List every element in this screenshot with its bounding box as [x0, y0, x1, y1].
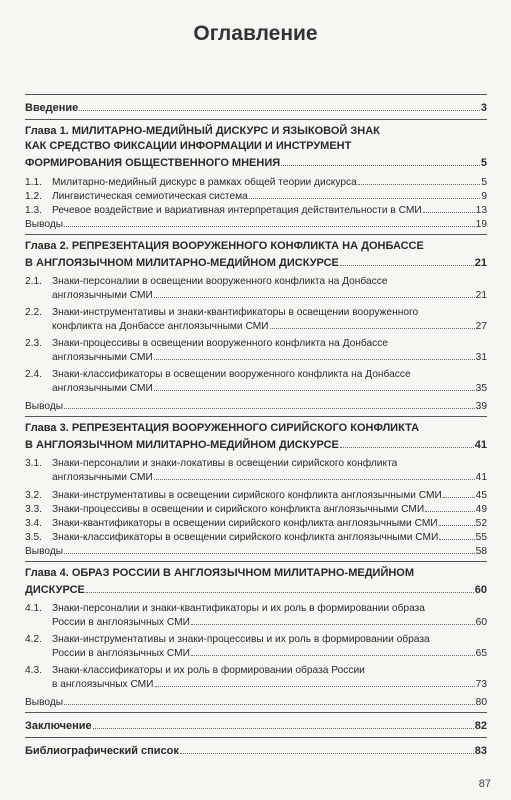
toc-entry-subsection: [25, 488, 487, 502]
dot-leader: [180, 742, 474, 754]
entry-number: 3.4.: [25, 518, 42, 529]
section-intro: [25, 95, 487, 119]
dot-leader: [281, 154, 480, 166]
toc-entry-subsection: [25, 530, 487, 544]
entry-label: Выводы: [25, 546, 64, 557]
toc-entry-subsection: [25, 381, 487, 395]
toc-entry-chapter: [25, 154, 487, 171]
dot-leader: [249, 189, 481, 199]
entry-page: 21: [474, 257, 487, 269]
dot-leader: [425, 502, 474, 512]
entry-label: Библиографический список: [25, 745, 179, 757]
entry-number: 1.3.: [25, 205, 42, 216]
entry-line: [25, 337, 487, 350]
entry-number: 3.1.: [25, 458, 42, 469]
toc-entry-bibliography: [25, 742, 487, 759]
dot-leader: [93, 717, 474, 729]
toc-entry-intro: [25, 99, 487, 116]
entry-page: 31: [475, 352, 487, 363]
toc-entry-conclusions: [25, 217, 487, 231]
dot-leader: [64, 544, 475, 554]
entry-page: 13: [475, 205, 487, 216]
entry-page: 60: [475, 617, 487, 628]
section-conclusion: [25, 713, 487, 737]
entry-page: 82: [474, 720, 487, 732]
entry-number: 2.3.: [25, 338, 42, 349]
entry-number: 2.4.: [25, 369, 42, 380]
entry-page: 58: [475, 546, 487, 557]
entry-page: 80: [475, 697, 487, 708]
entry-number: 1.1.: [25, 177, 42, 188]
entry-label: Знаки-классификаторы и их роль в формировании образа России: [52, 665, 365, 676]
toc-entry-subsection: [25, 350, 487, 364]
entry-label: Лингвистическая семиотическая система: [52, 191, 248, 202]
entry-label: Знаки-персоналии и знаки-локативы в освещении сирийского конфликта: [52, 458, 398, 469]
toc-entry-subsection: [25, 288, 487, 302]
dot-leader: [64, 399, 475, 409]
entry-page: 21: [475, 290, 487, 301]
chapter-heading-line: Глава 4. ОБРАЗ РОССИИ В АНГЛОЯЗЫЧНОМ МИЛИТАРНО-МЕДИЙНОМ: [25, 567, 415, 579]
dot-leader: [64, 695, 475, 705]
dot-leader: [358, 175, 481, 185]
entry-label: англоязычными СМИ: [52, 290, 153, 301]
entry-label: Знаки-классификаторы в освещении сирийского конфликта англоязычными СМИ: [52, 532, 439, 543]
entry-label: англоязычными СМИ: [52, 472, 153, 483]
entry-page: 39: [475, 401, 487, 412]
entry-label: Знаки-инструментативы и знаки-квантификаторы в освещении вооруженного: [52, 307, 419, 318]
entry-label: В АНГЛОЯЗЫЧНОМ МИЛИТАРНО-МЕДИЙНОМ ДИСКУРСЕ: [25, 257, 339, 269]
section-chapter-2: [25, 235, 487, 416]
toc-entry-subsection: [25, 175, 487, 189]
entry-page: 5: [480, 157, 487, 169]
entry-line: [25, 664, 487, 677]
entry-label: англоязычными СМИ: [52, 383, 153, 394]
entry-page: 41: [475, 472, 487, 483]
entry-number: 3.2.: [25, 490, 42, 501]
entry-page: 41: [474, 439, 487, 451]
section-chapter-4: [25, 562, 487, 712]
entry-page: 73: [475, 679, 487, 690]
toc-entry-chapter: [25, 254, 487, 271]
entry-label: Введение: [25, 102, 79, 114]
entry-line: [25, 457, 487, 470]
section-bibliography: [25, 738, 487, 762]
entry-page: 5: [481, 177, 487, 188]
toc-entry-subsection: [25, 646, 487, 660]
entry-line: [25, 306, 487, 319]
entry-page: 27: [475, 321, 487, 332]
toc-entry-subsection: [25, 189, 487, 203]
section-chapter-3: [25, 417, 487, 561]
toc-entry-conclusion: [25, 717, 487, 734]
entry-number: 3.3.: [25, 504, 42, 515]
entry-number: 4.3.: [25, 665, 42, 676]
entry-number: 2.2.: [25, 307, 42, 318]
toc-entry-subsection: [25, 615, 487, 629]
entry-page: 49: [475, 504, 487, 515]
entry-page: 19: [475, 219, 487, 230]
entry-label: Выводы: [25, 697, 64, 708]
page-title: Оглавление: [193, 22, 318, 45]
entry-page: 60: [474, 584, 487, 596]
entry-label: Знаки-инструментативы и знаки-процессивы и их роль в формировании образа: [52, 634, 430, 645]
entry-page: 9: [481, 191, 487, 202]
toc-entry-subsection: [25, 203, 487, 217]
entry-label: Заключение: [25, 720, 92, 732]
entry-page: 52: [475, 518, 487, 529]
chapter-heading-line: Глава 1. МИЛИТАРНО-МЕДИЙНЫЙ ДИСКУРС И ЯЗЫКОВОЙ ЗНАК: [25, 125, 380, 137]
dot-leader: [340, 254, 474, 266]
dot-leader: [270, 319, 475, 329]
toc-entry-subsection: [25, 502, 487, 516]
entry-line: [25, 368, 487, 381]
entry-label: Знаки-инструментативы в освещении сирийского конфликта англоязычными СМИ: [52, 490, 442, 501]
section-chapter-1: [25, 120, 487, 234]
chapter-heading-line: Глава 2. РЕПРЕЗЕНТАЦИЯ ВООРУЖЕННОГО КОНФЛИКТА НА ДОНБАССЕ: [25, 240, 424, 252]
entry-label: Знаки-классификаторы в освещении вооруженного конфликта на Донбассе: [52, 369, 411, 380]
entry-label: Милитарно-медийный дискурс в рамках общей теории дискурса: [52, 177, 357, 188]
toc-entry-chapter: [25, 436, 487, 453]
entry-label: Выводы: [25, 401, 64, 412]
dot-leader: [155, 677, 475, 687]
toc-entry-subsection: [25, 516, 487, 530]
toc-entry-chapter: [25, 581, 487, 598]
entry-line: [25, 633, 487, 646]
toc-entry-subsection: [25, 677, 487, 691]
toc-entry-conclusions: [25, 399, 487, 413]
entry-number: 2.1.: [25, 276, 42, 287]
toc-entry-conclusions: [25, 544, 487, 558]
dot-leader: [439, 516, 475, 526]
entry-page: 3: [480, 102, 487, 114]
entry-page: 45: [475, 490, 487, 501]
dot-leader: [86, 581, 474, 593]
entry-label: ФОРМИРОВАНИЯ ОБЩЕСТВЕННОГО МНЕНИЯ: [25, 157, 281, 169]
toc-entry-subsection: [25, 470, 487, 484]
entry-page: 35: [475, 383, 487, 394]
entry-number: 3.5.: [25, 532, 42, 543]
entry-label: в англоязычных СМИ: [52, 679, 154, 690]
page-number: 87: [478, 778, 491, 790]
entry-label: Знаки-процессивы в освещении и сирийского конфликта англоязычными СМИ: [52, 504, 425, 515]
entry-number: 4.1.: [25, 603, 42, 614]
entry-label: Знаки-квантификаторы в освещении сирийского конфликта англоязычными СМИ: [52, 518, 438, 529]
toc-entry-conclusions: [25, 695, 487, 709]
entry-label: Знаки-персоналии в освещении вооруженного конфликта на Донбассе: [52, 276, 388, 287]
entry-number: 1.2.: [25, 191, 42, 202]
entry-label: Выводы: [25, 219, 64, 230]
entry-label: англоязычными СМИ: [52, 352, 153, 363]
toc-entry-subsection: [25, 319, 487, 333]
dot-leader: [423, 203, 475, 213]
dot-leader: [191, 615, 475, 625]
dot-leader: [154, 350, 475, 360]
entry-label: Знаки-персоналии и знаки-квантификаторы и их роль в формировании образа: [52, 603, 425, 614]
table-of-contents: [25, 94, 487, 762]
entry-label: В АНГЛОЯЗЫЧНОМ МИЛИТАРНО-МЕДИЙНОМ ДИСКУРСЕ: [25, 439, 339, 451]
entry-label: России в англоязычных СМИ: [52, 648, 190, 659]
entry-page: 55: [475, 532, 487, 543]
dot-leader: [439, 530, 474, 540]
entry-label: Речевое воздействие и вариативная интерпретация действительности в СМИ: [52, 205, 422, 216]
entry-label: ДИСКУРСЕ: [25, 584, 85, 596]
entry-page: 83: [474, 745, 487, 757]
dot-leader: [154, 288, 475, 298]
entry-label: России в англоязычных СМИ: [52, 617, 190, 628]
dot-leader: [340, 436, 474, 448]
dot-leader: [191, 646, 475, 656]
dot-leader: [64, 217, 475, 227]
entry-line: [25, 602, 487, 615]
dot-leader: [154, 381, 475, 391]
dot-leader: [154, 470, 475, 480]
chapter-heading-line: Глава 3. РЕПРЕЗЕНТАЦИЯ ВООРУЖЕННОГО СИРИЙСКОГО КОНФЛИКТА: [25, 422, 420, 434]
dot-leader: [79, 99, 480, 111]
dot-leader: [443, 488, 475, 498]
entry-label: конфликта на Донбассе англоязычными СМИ: [52, 321, 269, 332]
chapter-heading-line: КАК СРЕДСТВО ФИКСАЦИИ ИНФОРМАЦИИ И ИНСТРУМЕНТ: [25, 140, 352, 152]
entry-number: 4.2.: [25, 634, 42, 645]
entry-line: [25, 275, 487, 288]
entry-page: 65: [475, 648, 487, 659]
entry-label: Знаки-процессивы в освещении вооруженного конфликта на Донбассе: [52, 338, 388, 349]
